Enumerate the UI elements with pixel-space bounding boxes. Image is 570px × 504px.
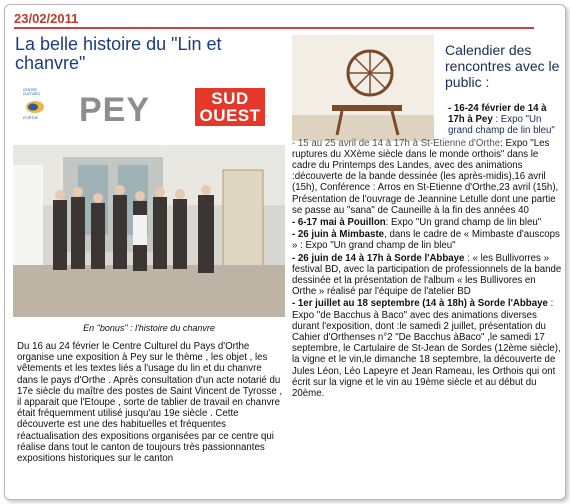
article-title bbox=[15, 35, 285, 73]
calendar-item-2-dates: - 15 au 25 avril de 14 à 17h à St-Etienne d'Orthe bbox=[292, 137, 501, 149]
calendar-item-5-text: : « les Bullivorres » festival BD, avec la participation de professionnels de la bande dessinée et la présentation de l'album « les Bullivores en Orthe » réalisé par l'équipe de l'atelier BD bbox=[292, 252, 562, 298]
svg-text:CULTUREL: CULTUREL bbox=[23, 92, 41, 96]
calendar-item-3-dates: - 6-17 mai à Pouillon bbox=[292, 217, 386, 229]
calendar-item-3 bbox=[292, 217, 562, 228]
calendar-item-1-dates: - 16-24 février de 14 à 17h à Pey bbox=[448, 103, 547, 126]
article-date: 23/02/2011 bbox=[14, 11, 79, 26]
calendar-item-4-dates: - 26 juin à Mimbaste bbox=[292, 229, 385, 241]
left-column bbox=[13, 31, 285, 135]
photo-caption: En "bonus" : l'histoire du chanvre bbox=[83, 323, 215, 333]
calendar-title: Calendier des rencontres avec le public : bbox=[445, 42, 560, 90]
calendar-item-6-text: : Expo "de Bacchus à Baco" avec des animations diverses durant l'exposition, dont :le samedi 2 juillet, présentation du Cahier d'Orthenses n°2 "De Bacchus àBaco" ,le samedi 17 septembre, le Cartulaire de St-Jean de Sordes (12ème siècle), la vigne et le vin,le dimanche 18 septembre, la découverte de Jules Léon, Léo Lapeyre et Jean Rameau, les Orthois qui ont écrit sur la vigne et le vin au 19ème siècle et au début du 20ème. bbox=[292, 298, 561, 400]
title-line-1: La belle histoire du "Lin et bbox=[15, 34, 222, 54]
calendar-item-4-text: , dans le cadre de « Mimbaste d'auscops » : Expo "Un grand champ de lin bleu" bbox=[292, 229, 560, 252]
svg-text:CENTRE: CENTRE bbox=[23, 88, 37, 92]
pey-label: PEY bbox=[79, 91, 151, 129]
calendar-list bbox=[292, 103, 562, 400]
calendar-item-5 bbox=[292, 253, 562, 298]
logos-row bbox=[13, 73, 285, 135]
header-rule bbox=[14, 27, 534, 29]
calendar-item-5-dates: - 26 juin de 14 à 17h à Sorde l'Abbaye bbox=[292, 252, 465, 264]
calendar-item-2-text: : Expo "Les ruptures du XXème siècle dans le monde orthois" dans le cadre du Printemps des Landes, avec des animations :découverte de la bande dessinée (les après-midis),16 avril (15h), Conférence : Arros en St-Etienne d'Orthe,23 avril (15h), Présentation de l'ouvrage de Jeannine Letulle dont une partie se passe au "sana" de Cauneille à la fin des années 40 bbox=[292, 137, 559, 216]
centre-culturel-logo bbox=[23, 85, 47, 123]
calendar-item-3-text: : Expo "Un grand champ de lin bleu" bbox=[385, 217, 542, 229]
calendar-item-1 bbox=[448, 103, 560, 137]
calendar-item-6 bbox=[292, 298, 562, 399]
calendar-item-2 bbox=[292, 138, 562, 216]
article-frame bbox=[4, 4, 566, 500]
calendar-item-4 bbox=[292, 229, 562, 251]
svg-text:D'ORTHE: D'ORTHE bbox=[23, 116, 38, 120]
sud-ouest-logo bbox=[195, 88, 265, 126]
sud-ouest-line-1: SUD bbox=[211, 89, 249, 108]
calendar-item-6-dates: - 1er juillet au 18 septembre (14 à 18h) à Sorde l'Abbaye bbox=[292, 298, 548, 310]
title-line-2: chanvre" bbox=[15, 53, 86, 73]
article-body: Du 16 au 24 février le Centre Culturel du Pays d'Orthe organise une exposition à Pey sur le thème , les objet , les vêtements et les textes liés a l'usage du lin et du chanvre dans le pays d'Orthe . Après consultation d'un acte notarié du 17e siècle du maître des postes de Saint Vincent de Tyrosse , il apparait que l'Etoupe , sorte de tablier de travail en chanvre était fréquemment utilisé jusqu'au 19e siècle . Cette découverte est une des habituelles et fréquentes réactualisation des expositions organisées par ce centre qui réalise dans tout le canton de toujours très passionnantes expositions historiques sur le canton bbox=[17, 341, 283, 465]
calendar-item-1-text: : Expo "Un grand champ de lin bleu" bbox=[448, 114, 555, 137]
sud-ouest-line-2: OUEST bbox=[199, 106, 261, 125]
exhibition-photo bbox=[13, 145, 285, 317]
